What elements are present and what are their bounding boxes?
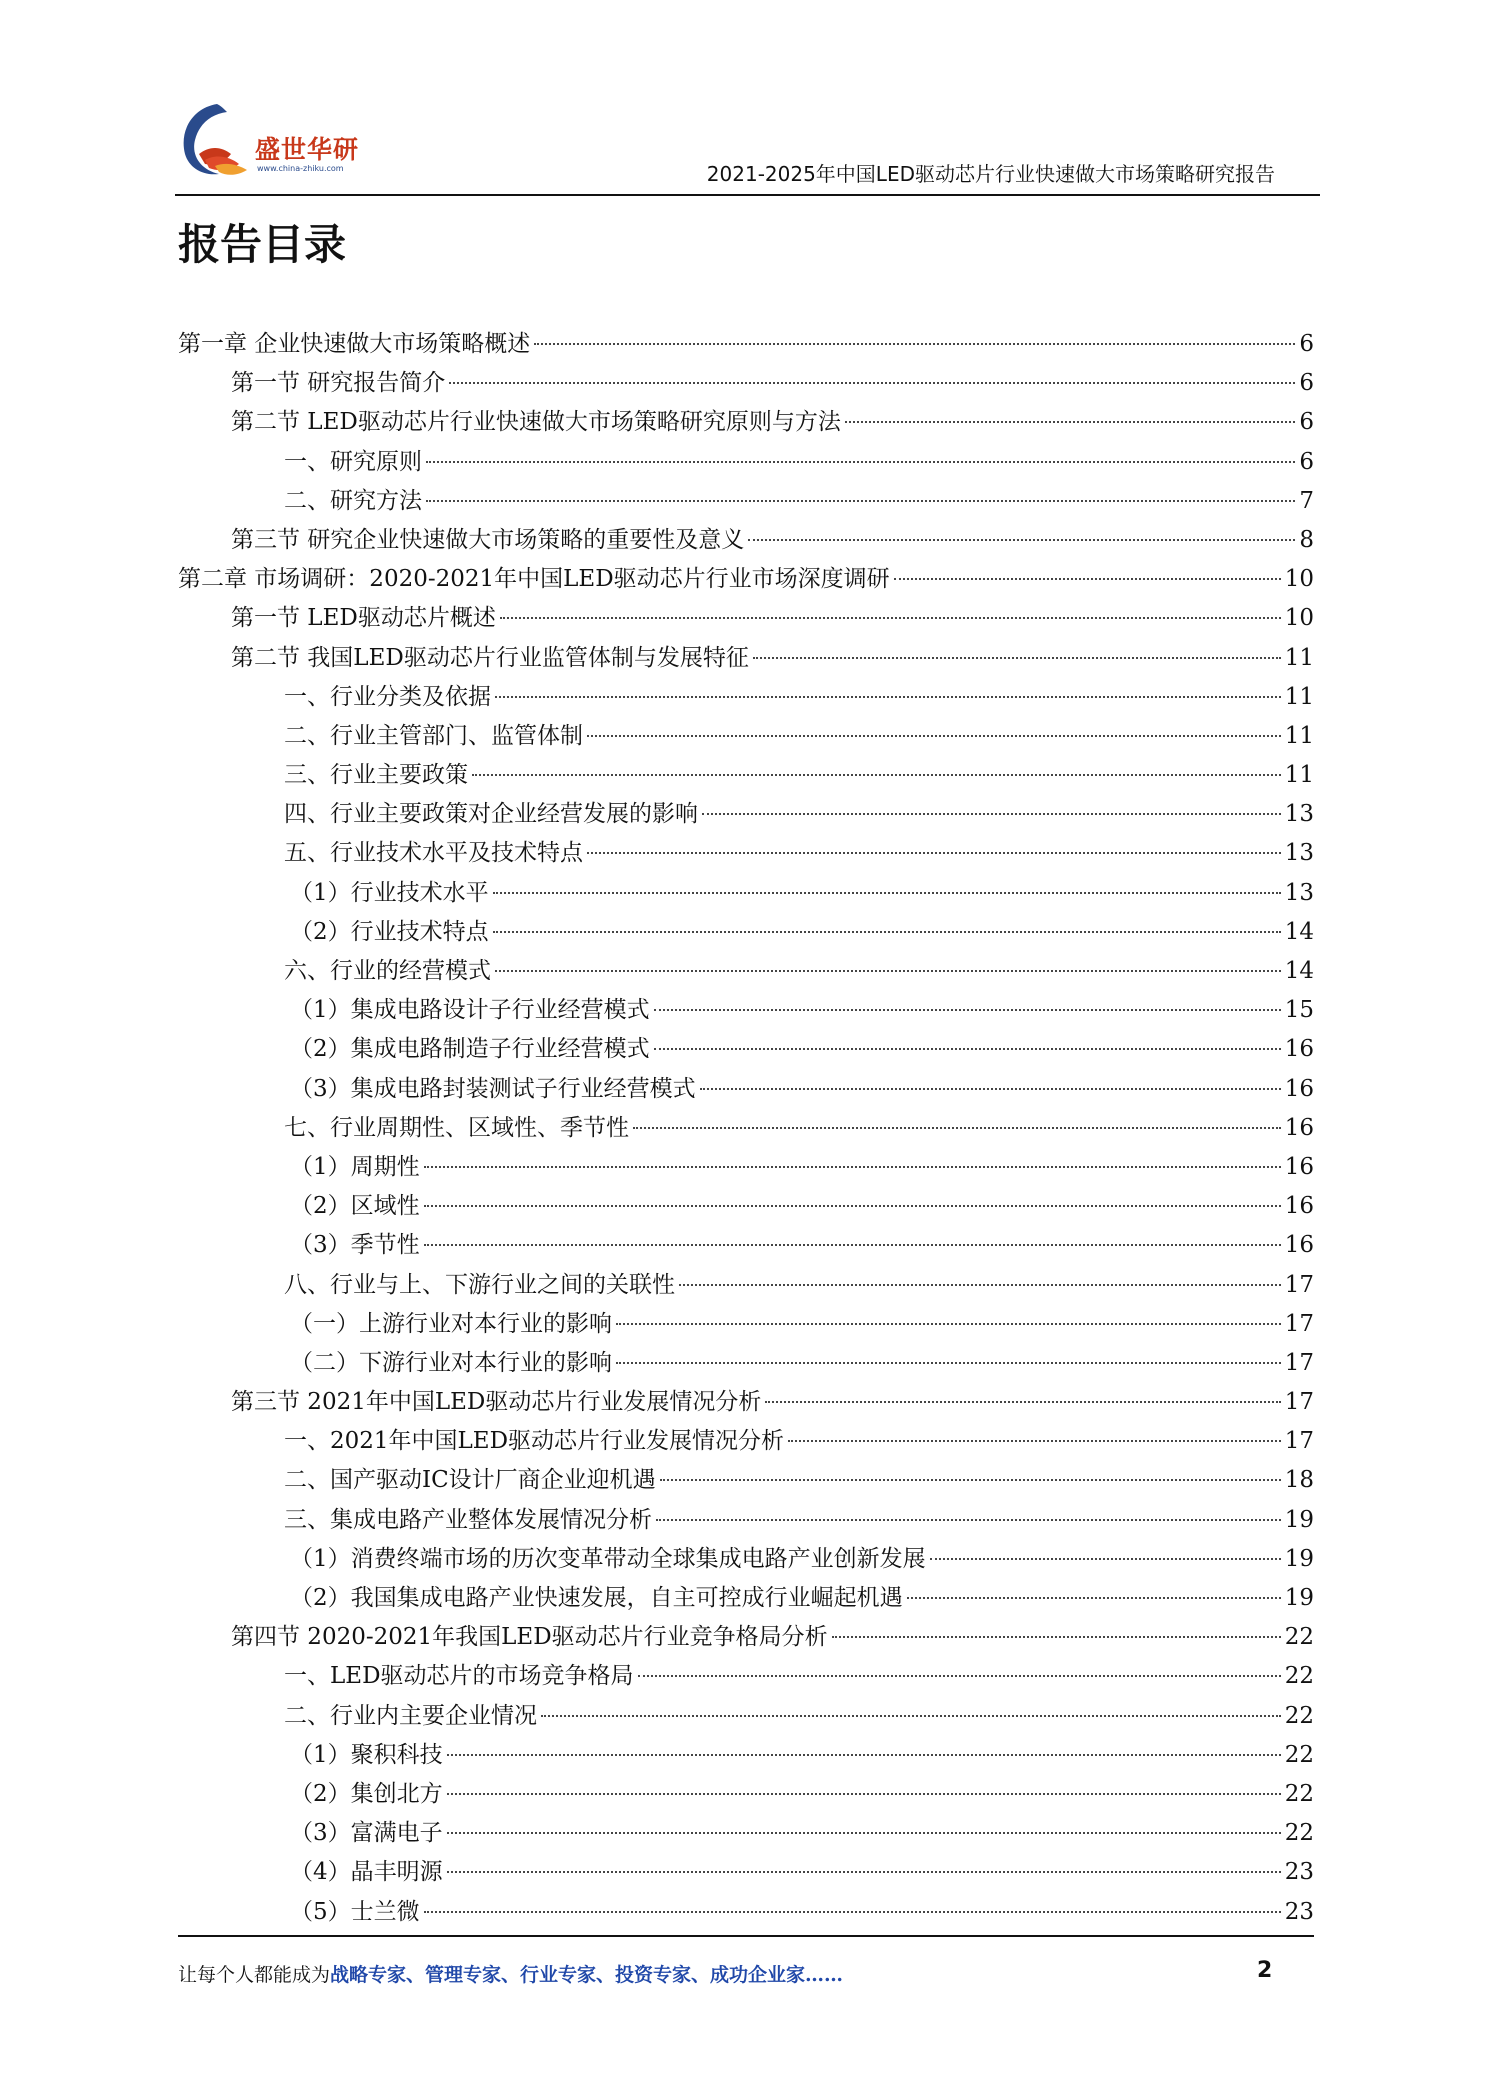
toc-entry-page: 11: [1284, 762, 1314, 789]
toc-leader-dots: [493, 931, 1281, 933]
toc-entry-label: 第二节 我国LED驱动芯片行业监管体制与发展特征: [231, 644, 749, 671]
toc-entry-label: （1）聚积科技: [290, 1741, 443, 1768]
toc-leader-dots: [679, 1284, 1281, 1286]
toc-entry-label: 第三节 2021年中国LED驱动芯片行业发展情况分析: [231, 1389, 762, 1416]
toc-leader-dots: [930, 1558, 1281, 1560]
toc-entry[interactable]: [178, 521, 1314, 560]
toc-entry-page: 19: [1284, 1506, 1314, 1533]
toc-leader-dots: [702, 813, 1281, 815]
toc-entry[interactable]: [178, 1579, 1314, 1618]
toc-entry-label: 二、研究方法: [284, 487, 422, 514]
toc-entry-label: 二、行业主管部门、监管体制: [284, 722, 583, 749]
toc-leader-dots: [587, 735, 1281, 737]
toc-entry-label: 一、2021年中国LED驱动芯片行业发展情况分析: [284, 1428, 785, 1455]
toc-entry-page: 17: [1284, 1349, 1314, 1376]
toc-entry-label: 第一节 研究报告简介: [231, 370, 446, 397]
toc-entry[interactable]: [178, 325, 1314, 364]
toc-leader-dots: [500, 617, 1281, 619]
toc-entry-label: （5）士兰微: [290, 1898, 420, 1925]
toc-leader-dots: [495, 696, 1281, 698]
toc-leader-dots: [449, 382, 1295, 384]
toc-entry[interactable]: [178, 1814, 1314, 1853]
footer-slogan: [178, 1960, 843, 1987]
toc-leader-dots: [654, 1048, 1281, 1050]
toc-entry-page: 6: [1299, 370, 1314, 397]
toc-entry-page: 10: [1284, 605, 1314, 632]
toc-leader-dots: [541, 1715, 1281, 1717]
toc-entry-page: 17: [1284, 1428, 1314, 1455]
toc-entry-page: 13: [1284, 879, 1314, 906]
toc-leader-dots: [894, 578, 1281, 580]
toc-leader-dots: [426, 461, 1295, 463]
toc-entry-label: 二、国产驱动IC设计厂商企业迎机遇: [284, 1467, 656, 1494]
toc-leader-dots: [587, 852, 1281, 854]
toc-leader-dots: [447, 1832, 1281, 1834]
logo-url: www.china-zhiku.com: [257, 164, 344, 173]
toc-leader-dots: [633, 1127, 1281, 1129]
toc-leader-dots: [616, 1362, 1281, 1364]
toc-entry-label: （2）区域性: [290, 1193, 420, 1220]
toc-entry-page: 22: [1284, 1820, 1314, 1847]
toc-entry[interactable]: [178, 1305, 1314, 1344]
toc-leader-dots: [447, 1754, 1281, 1756]
toc-leader-dots: [534, 343, 1295, 345]
toc-entry-page: 22: [1284, 1624, 1314, 1651]
toc-entry[interactable]: [178, 403, 1314, 442]
page-number: 2: [1257, 1958, 1273, 1983]
toc-entry[interactable]: [178, 1226, 1314, 1265]
toc-entry-page: 7: [1299, 487, 1314, 514]
toc-entry[interactable]: [178, 1893, 1314, 1932]
toc-entry-page: 11: [1284, 722, 1314, 749]
toc-entry-page: 11: [1284, 644, 1314, 671]
toc-entry-page: 16: [1284, 1232, 1314, 1259]
toc-entry-page: 16: [1284, 1075, 1314, 1102]
toc-leader-dots: [753, 657, 1281, 659]
toc-entry-page: 6: [1299, 448, 1314, 475]
toc-entry-page: 17: [1284, 1310, 1314, 1337]
toc-entry-label: （3）季节性: [290, 1232, 420, 1259]
toc-entry-page: 6: [1299, 409, 1314, 436]
toc-leader-dots: [907, 1597, 1281, 1599]
toc-entry[interactable]: [178, 678, 1314, 717]
report-title: 2021-2025年中国LED驱动芯片行业快速做大市场策略研究报告: [706, 162, 1275, 186]
toc-entry[interactable]: [178, 1187, 1314, 1226]
toc-entry-label: （2）集创北方: [290, 1780, 443, 1807]
toc-entry[interactable]: [178, 1148, 1314, 1187]
toc-leader-dots: [472, 774, 1281, 776]
toc-entry-page: 10: [1284, 566, 1314, 593]
toc-entry-label: （2）行业技术特点: [290, 918, 489, 945]
toc-entry-label: 六、行业的经营模式: [284, 958, 491, 984]
footer-divider: [178, 1935, 1314, 1937]
toc-entry-page: 19: [1284, 1545, 1314, 1572]
toc-entry-page: 16: [1284, 1153, 1314, 1180]
toc-entry[interactable]: [178, 639, 1314, 678]
toc-entry-page: 13: [1284, 840, 1314, 867]
toc-entry[interactable]: [178, 1501, 1314, 1540]
toc-entry[interactable]: [178, 599, 1314, 638]
toc-entry-label: （3）集成电路封装测试子行业经营模式: [290, 1075, 696, 1102]
toc-entry-label: 四、行业主要政策对企业经营发展的影响: [284, 801, 698, 828]
toc-entry[interactable]: [178, 560, 1314, 599]
toc-entry[interactable]: [178, 1266, 1314, 1305]
toc-entry[interactable]: [178, 1775, 1314, 1814]
toc-entry[interactable]: [178, 482, 1314, 521]
toc-leader-dots: [832, 1636, 1281, 1638]
toc-entry-page: 15: [1284, 997, 1314, 1024]
toc-entry-label: 一、LED驱动芯片的市场竞争格局: [284, 1663, 634, 1690]
toc-entry-label: （4）晶丰明源: [290, 1859, 443, 1886]
toc-entry-page: 23: [1284, 1898, 1314, 1925]
toc-entry[interactable]: [178, 1540, 1314, 1579]
toc-entry-label: （1）消费终端市场的历次变革带动全球集成电路产业创新发展: [290, 1545, 926, 1572]
toc-entry[interactable]: [178, 913, 1314, 952]
toc-entry-page: 22: [1284, 1741, 1314, 1768]
logo-text: 盛世华研: [255, 135, 360, 164]
toc-entry-page: 6: [1299, 331, 1314, 357]
toc-entry[interactable]: [178, 1070, 1314, 1109]
toc-leader-dots: [656, 1519, 1281, 1521]
page-title: 报告目录: [178, 220, 347, 269]
toc-leader-dots: [424, 1911, 1281, 1913]
toc-entry-label: （2）集成电路制造子行业经营模式: [290, 1036, 650, 1063]
toc-entry[interactable]: [178, 1461, 1314, 1500]
toc-entry-page: 16: [1284, 1114, 1314, 1141]
toc-leader-dots: [845, 421, 1296, 423]
toc-entry[interactable]: [178, 443, 1314, 482]
toc-entry-label: 二、行业内主要企业情况: [284, 1702, 537, 1729]
toc-entry-page: 18: [1284, 1467, 1314, 1494]
toc-entry[interactable]: [178, 756, 1314, 795]
footer-slogan-highlight: 战略专家、管理专家、行业专家、投资专家、成功企业家……: [330, 1964, 844, 1986]
toc-leader-dots: [424, 1244, 1281, 1246]
logo-icon: [175, 100, 255, 185]
toc-entry-page: 17: [1284, 1271, 1314, 1298]
toc-leader-dots: [424, 1205, 1281, 1207]
toc-entry[interactable]: [178, 1383, 1314, 1422]
toc-entry-label: （1）行业技术水平: [290, 879, 489, 906]
toc-entry-page: 13: [1284, 801, 1314, 828]
toc-entry-page: 14: [1284, 958, 1314, 984]
table-of-contents: [178, 325, 1314, 1932]
toc-entry-label: （1）周期性: [290, 1153, 420, 1180]
toc-leader-dots: [447, 1871, 1281, 1873]
toc-entry[interactable]: [178, 991, 1314, 1030]
toc-leader-dots: [700, 1088, 1281, 1090]
toc-entry-label: 第四节 2020-2021年我国LED驱动芯片行业竞争格局分析: [231, 1624, 828, 1651]
toc-entry[interactable]: [178, 795, 1314, 834]
toc-leader-dots: [426, 500, 1295, 502]
toc-entry-label: 七、行业周期性、区域性、季节性: [284, 1114, 629, 1141]
toc-entry[interactable]: [178, 834, 1314, 873]
toc-entry-page: 16: [1284, 1193, 1314, 1220]
toc-entry-label: （1）集成电路设计子行业经营模式: [290, 997, 650, 1024]
toc-leader-dots: [424, 1166, 1281, 1168]
toc-leader-dots: [660, 1479, 1281, 1481]
toc-entry-label: 第三节 研究企业快速做大市场策略的重要性及意义: [231, 526, 745, 553]
toc-entry-page: 22: [1284, 1780, 1314, 1807]
toc-leader-dots: [638, 1675, 1281, 1677]
header-divider: [175, 194, 1320, 196]
toc-entry[interactable]: [178, 1344, 1314, 1383]
toc-entry-label: 一、行业分类及依据: [284, 683, 491, 710]
toc-entry-label: 三、行业主要政策: [284, 762, 468, 789]
toc-entry-page: 17: [1284, 1389, 1314, 1416]
toc-entry-label: 第二节 LED驱动芯片行业快速做大市场策略研究原则与方法: [231, 409, 841, 436]
page-header: [175, 100, 1320, 195]
toc-entry-page: 23: [1284, 1859, 1314, 1886]
toc-entry-page: 16: [1284, 1036, 1314, 1063]
toc-entry[interactable]: [178, 1618, 1314, 1657]
toc-entry-page: 19: [1284, 1585, 1314, 1611]
toc-entry-page: 8: [1299, 526, 1314, 553]
toc-entry[interactable]: [178, 364, 1314, 403]
toc-entry-label: 第一节 LED驱动芯片概述: [231, 605, 496, 632]
toc-leader-dots: [493, 892, 1281, 894]
toc-entry-label: （二）下游行业对本行业的影响: [290, 1349, 612, 1376]
toc-entry-label: 第一章 企业快速做大市场策略概述: [178, 331, 531, 357]
toc-entry[interactable]: [178, 1853, 1314, 1892]
toc-entry-label: 第二章 市场调研：2020-2021年中国LED驱动芯片行业市场深度调研: [178, 566, 890, 593]
toc-entry[interactable]: [178, 952, 1314, 991]
toc-entry-page: 22: [1284, 1663, 1314, 1690]
footer-slogan-prefix: 让每个人都能成为: [178, 1964, 331, 1986]
toc-entry-page: 22: [1284, 1702, 1314, 1729]
toc-entry[interactable]: [178, 874, 1314, 913]
toc-entry[interactable]: [178, 1109, 1314, 1148]
toc-entry[interactable]: [178, 717, 1314, 756]
toc-entry-page: 14: [1284, 918, 1314, 945]
toc-entry[interactable]: [178, 1697, 1314, 1736]
toc-leader-dots: [654, 1009, 1281, 1011]
toc-leader-dots: [788, 1440, 1281, 1442]
toc-leader-dots: [616, 1323, 1281, 1325]
toc-leader-dots: [748, 539, 1295, 541]
toc-leader-dots: [765, 1401, 1280, 1403]
toc-entry[interactable]: [178, 1657, 1314, 1696]
toc-entry-page: 11: [1284, 683, 1314, 710]
toc-entry-label: （2）我国集成电路产业快速发展，自主可控成行业崛起机遇: [290, 1585, 903, 1611]
toc-leader-dots: [495, 970, 1281, 972]
toc-entry-label: 一、研究原则: [284, 448, 422, 475]
toc-entry-label: （一）上游行业对本行业的影响: [290, 1310, 612, 1337]
toc-entry-label: 五、行业技术水平及技术特点: [284, 840, 583, 867]
toc-leader-dots: [447, 1793, 1281, 1795]
toc-entry-label: 八、行业与上、下游行业之间的关联性: [284, 1271, 675, 1298]
toc-entry[interactable]: [178, 1030, 1314, 1069]
company-logo: [175, 100, 415, 185]
toc-entry-label: （3）富满电子: [290, 1820, 443, 1847]
toc-entry[interactable]: [178, 1736, 1314, 1775]
toc-entry[interactable]: [178, 1422, 1314, 1461]
toc-entry-label: 三、集成电路产业整体发展情况分析: [284, 1506, 652, 1533]
